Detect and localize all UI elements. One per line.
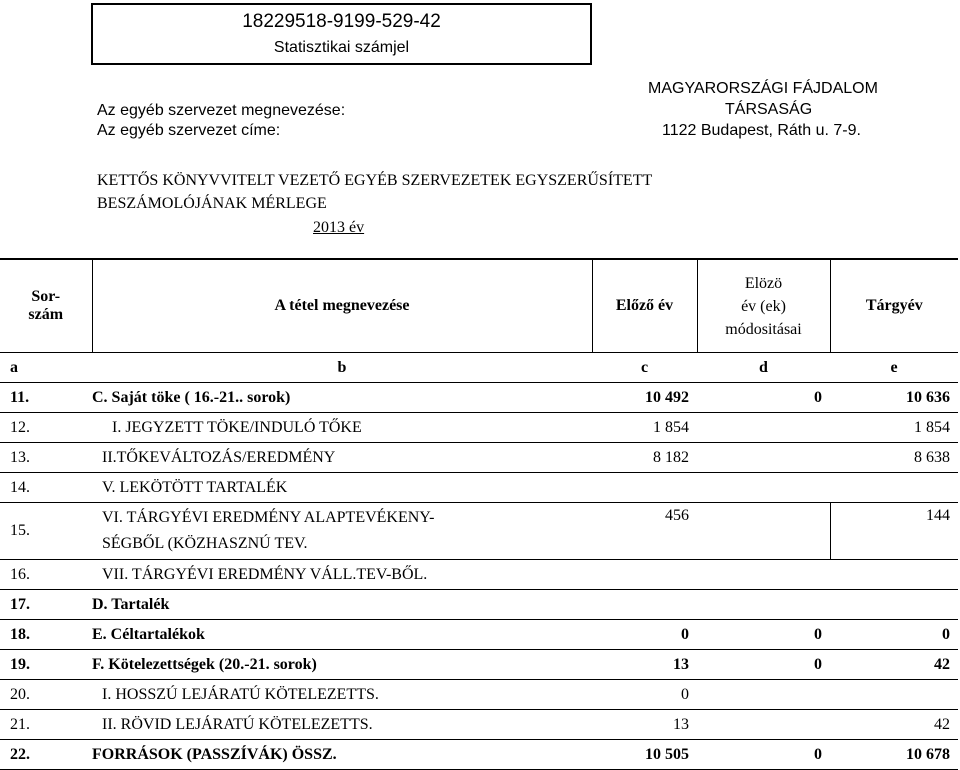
row-name: II. RÖVID LEJÁRATÚ KÖTELEZETTS.	[102, 715, 373, 733]
row-mod	[697, 413, 830, 443]
stat-number-box	[91, 3, 592, 65]
row-prev: 456	[665, 507, 689, 524]
row-current	[830, 473, 958, 503]
letter-c: c	[640, 358, 649, 376]
row-number: 12.	[10, 418, 30, 436]
row-number: 11.	[10, 388, 30, 406]
row-current	[830, 680, 958, 710]
row-mod	[697, 680, 830, 710]
table-row	[0, 560, 958, 590]
table-row	[0, 680, 958, 710]
row-mod	[697, 590, 830, 620]
org-name-line2: TÁRSASÁG	[725, 101, 813, 118]
row-name: E. Céltartalékok	[92, 625, 205, 643]
row-current	[830, 560, 958, 590]
header-modifications: Elözö év (ek) módositásai	[697, 259, 830, 353]
stat-number-label: Statisztikai számjel	[273, 39, 410, 56]
row-mod	[697, 473, 830, 503]
stat-number: 18229518-9199-529-42	[242, 11, 441, 32]
letter-b: b	[337, 358, 347, 376]
report-title-line1: KETTŐS KÖNYVVITELT VEZETŐ EGYÉB SZERVEZETEK EGYSZERŰSÍTETT	[97, 172, 653, 189]
row-number: 22.	[10, 745, 30, 763]
table-row	[0, 473, 958, 503]
row-mod: 0	[814, 388, 822, 406]
row-current: 1 854	[914, 418, 950, 436]
table-row	[0, 383, 958, 413]
row-prev	[592, 473, 697, 503]
letter-e: e	[890, 358, 898, 376]
letter-row	[0, 353, 958, 383]
row-prev: 0	[681, 685, 689, 703]
row-mod	[697, 503, 830, 560]
row-prev: 1 854	[653, 418, 689, 436]
table-row	[0, 590, 958, 620]
row-name: I. HOSSZÚ LEJÁRATÚ KÖTELEZETTS.	[102, 685, 379, 703]
table-row	[0, 503, 958, 560]
row-name: F. Kötelezettségek (20.-21. sorok)	[92, 655, 317, 673]
row-prev: 0	[681, 625, 689, 643]
row-mod: 0	[814, 745, 822, 763]
row-number: 13.	[10, 448, 30, 466]
table-header-row	[0, 259, 958, 353]
row-prev	[592, 590, 697, 620]
row-mod: 0	[814, 625, 822, 643]
row-current: 42	[934, 715, 950, 733]
row-prev	[592, 560, 697, 590]
row-name: C. Saját töke ( 16.-21.. sorok)	[92, 388, 291, 406]
table-row	[0, 650, 958, 680]
row-mod: 0	[814, 655, 822, 673]
row-name: FORRÁSOK (PASSZÍVÁK) ÖSSZ.	[92, 745, 337, 763]
row-name: I. JEGYZETT TÖKE/INDULÓ TŐKE	[112, 418, 362, 436]
row-current: 42	[934, 655, 950, 673]
row-current: 10 678	[906, 745, 950, 763]
letter-d: d	[759, 358, 768, 376]
row-name: V. LEKÖTÖTT TARTALÉK	[102, 478, 288, 496]
row-current: 8 638	[914, 448, 950, 466]
row-number: 17.	[10, 595, 30, 613]
row-current: 144	[926, 507, 950, 524]
row-current: 10 636	[906, 388, 950, 406]
row-name: D. Tartalék	[92, 595, 170, 613]
table-row	[0, 740, 958, 770]
row-number: 19.	[10, 655, 30, 673]
row-name: VII. TÁRGYÉVI EREDMÉNY VÁLL.TEV-BŐL.	[102, 565, 428, 583]
org-name-line1: MAGYARORSZÁGI FÁJDALOM	[648, 80, 878, 97]
row-number: 15.	[10, 522, 30, 539]
row-prev: 8 182	[653, 448, 689, 466]
header-current-year: Tárgyév	[830, 259, 958, 353]
report-title-line2: BESZÁMOLÓJÁNAK MÉRLEGE	[97, 195, 327, 212]
balance-sheet-table	[0, 258, 958, 770]
row-mod	[697, 710, 830, 740]
header-prev-year: Előző év	[592, 259, 697, 353]
row-prev: 13	[673, 715, 689, 733]
letter-a: a	[10, 358, 18, 376]
org-address-label: Az egyéb szervezet címe:	[97, 122, 281, 139]
row-number: 21.	[10, 715, 30, 733]
row-number: 14.	[10, 478, 30, 496]
row-current	[830, 590, 958, 620]
row-current: 0	[942, 625, 950, 643]
org-name-label: Az egyéb szervezet megnevezése:	[97, 102, 346, 119]
org-address: 1122 Budapest, Ráth u. 7-9.	[662, 122, 861, 139]
row-name: VI. TÁRGYÉVI EREDMÉNY ALAPTEVÉKENY- SÉGBŐL (KÖZHASZNÚ TEV.	[102, 509, 435, 552]
row-prev: 13	[673, 655, 689, 673]
table-row	[0, 620, 958, 650]
row-number: 18.	[10, 625, 30, 643]
table-row	[0, 413, 958, 443]
table-row	[0, 710, 958, 740]
report-year: 2013 év	[313, 219, 365, 236]
row-mod	[697, 560, 830, 590]
table-row	[0, 443, 958, 473]
row-prev: 10 492	[645, 388, 689, 406]
row-prev: 10 505	[645, 745, 689, 763]
row-number: 16.	[10, 565, 30, 583]
header-name: A tétel megnevezése	[92, 259, 592, 353]
row-number: 20.	[10, 685, 30, 703]
row-mod	[697, 443, 830, 473]
row-name: II.TŐKEVÁLTOZÁS/EREDMÉNY	[102, 448, 336, 466]
header-sorszam: Sor- szám	[0, 259, 92, 353]
